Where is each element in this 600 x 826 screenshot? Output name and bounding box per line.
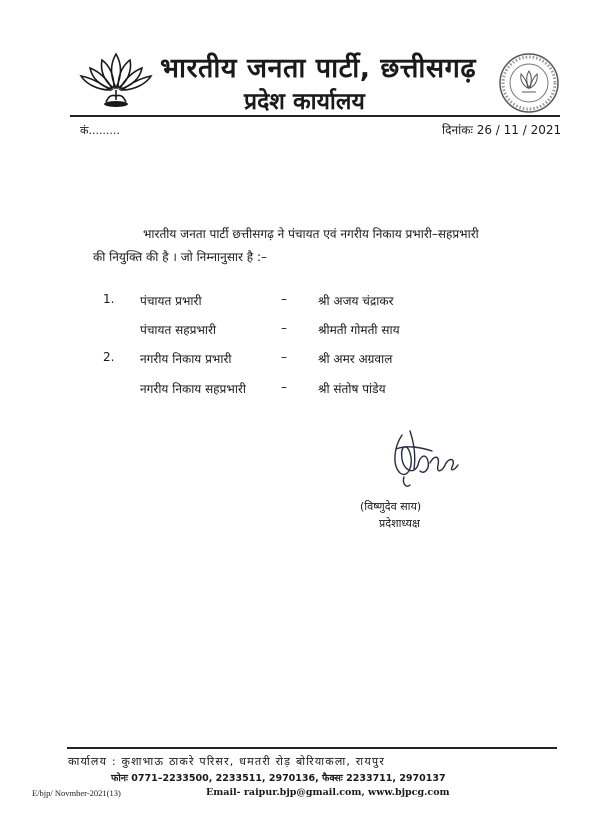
letter-date <box>442 121 561 138</box>
paragraph-line-1: भारतीय जनता पार्टी छत्तीसगढ़ ने पंचायत एवं नगरीय निकाय प्रभारी–सहप्रभारी <box>143 227 479 241</box>
post-title: नगरीय निकाय सहप्रभारी <box>140 382 246 396</box>
reference-number: कं......... <box>80 124 120 137</box>
signature-image <box>380 425 470 495</box>
appointee-name: श्री अजय चंद्राकर <box>318 294 394 308</box>
appointee-name: श्री संतोष पांडेय <box>318 382 386 396</box>
appointee-name: श्री अमर अग्रवाल <box>318 352 393 366</box>
signatory-title: प्रदेशाध्यक्ष <box>379 517 420 530</box>
date-value: 26 / 11 / 2021 <box>476 123 562 137</box>
item-number: 2. <box>103 350 115 364</box>
footer-address: कार्यालय : कुशाभाऊ ठाकरे परिसर, धमतरी रोड़ बोरियाकला, रायपुर <box>68 755 386 768</box>
footer-phone: फोनः 0771–2233500, 2233511, 2970136, फैक्सः 2233711, 2970137 <box>111 773 446 784</box>
dash: – <box>281 292 287 306</box>
paragraph-line-2: की नियुक्ति की है । जो निम्नानुसार है :– <box>93 250 267 264</box>
lotus-logo-icon <box>78 50 154 112</box>
dash: – <box>281 350 287 364</box>
date-label: दिनांकः <box>442 123 473 137</box>
party-title: भारतीय जनता पार्टी, छत्तीसगढ़ <box>160 53 477 84</box>
post-title: पंचायत प्रभारी <box>140 294 202 308</box>
office-title: प्रदेश कार्यालय <box>244 89 365 115</box>
dash: – <box>281 321 287 335</box>
document-reference: E/bjp/ Novmber-2021(13) <box>32 788 121 798</box>
footer-email: Email- raipur.bjp@gmail.com, www.bjpcg.com <box>206 787 450 798</box>
item-number: 1. <box>103 292 115 306</box>
post-title: पंचायत सहप्रभारी <box>140 323 217 337</box>
appointee-name: श्रीमती गोमती साय <box>318 323 400 337</box>
header-divider <box>70 115 560 117</box>
party-seal-icon <box>498 52 560 114</box>
signatory-name: (विष्णुदेव साय) <box>360 500 422 513</box>
footer-divider <box>67 747 557 749</box>
dash: – <box>281 380 287 394</box>
post-title: नगरीय निकाय प्रभारी <box>140 352 232 366</box>
letter-paragraph <box>93 223 563 269</box>
